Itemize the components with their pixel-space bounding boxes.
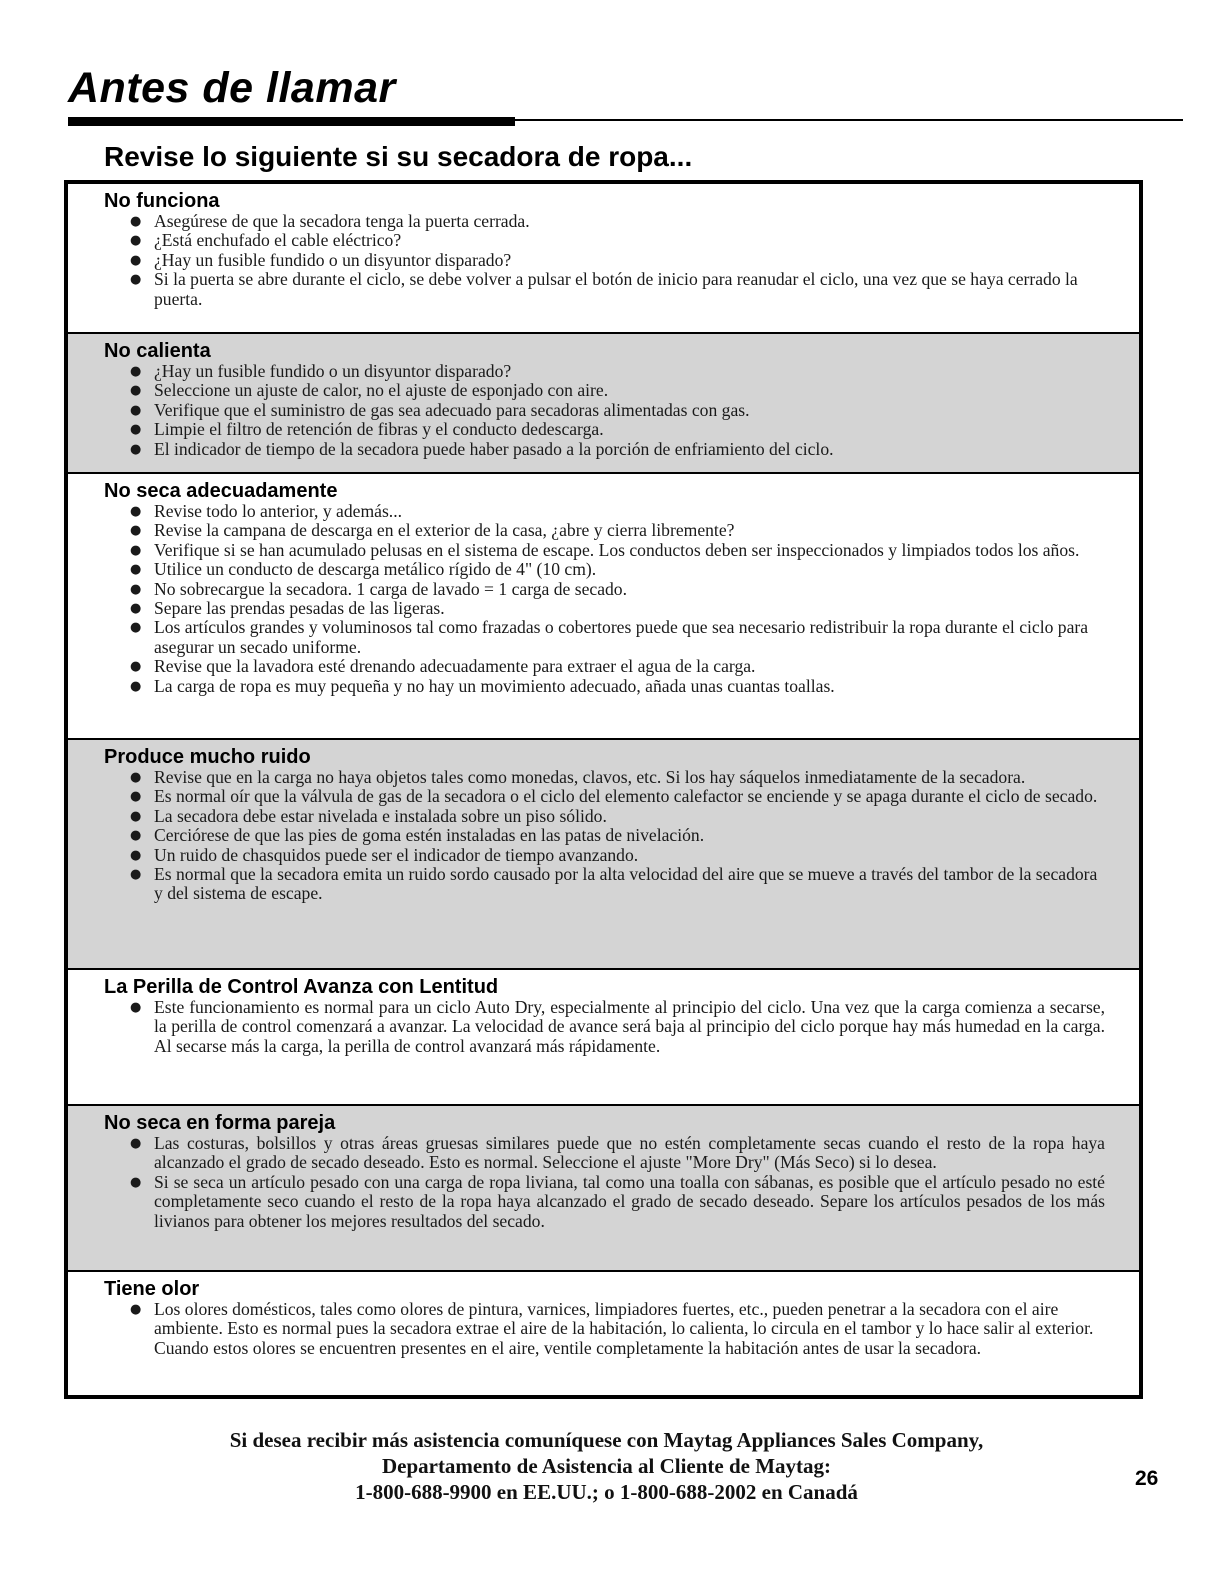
list-item: [130, 440, 1105, 459]
item-text: Los olores domésticos, tales como olores de pintura, varnices, limpiadores fuertes, etc., pueden penetrar a la secadora con el aire ambiente. Esto es normal pues la secadora extrae el aire de la habitación, lo calienta, lo circula en el tambor y lo hace salir al exterior. Cuando estos olores se encuentren presentes en el aire, ventile completamente la habitación antes de usar la secadora.: [154, 1299, 1094, 1358]
list-item: [130, 502, 1105, 521]
bullet-icon: ●: [130, 504, 142, 519]
list-item: [130, 599, 1105, 618]
item-text: Si la puerta se abre durante el ciclo, se debe volver a pulsar el botón de inicio para reanudar el ciclo, una vez que se haya cerrado la puerta.: [154, 269, 1078, 309]
bullet-icon: ●: [130, 252, 142, 268]
bullet-icon: ●: [130, 364, 142, 379]
section-produce-mucho-ruido: [68, 738, 1139, 968]
item-text: Asegúrese de que la secadora tenga la puerta cerrada.: [154, 211, 530, 231]
list-item: [130, 657, 1105, 676]
section-no-funciona: [68, 184, 1139, 332]
footer-line-2: Departamento de Asistencia al Cliente de Maytag:: [381, 1454, 832, 1478]
bullet-icon: ●: [130, 601, 142, 617]
list-item: [130, 381, 1105, 400]
item-text: Un ruido de chasquidos puede ser el indicador de tiempo avanzando.: [154, 844, 639, 865]
item-text: Seleccione un ajuste de calor, no el ajuste de esponjado con aire.: [154, 380, 609, 401]
item-text: Si se seca un artículo pesado con una carga de ropa liviana, tal como una toalla con sábanas, es posible que el artículo pesado no esté completamente seco cuando el resto de la ropa haya alcanzado el grado de secado deseado. Separe los artículos pesados de los más livianos para obtener los mejores resultados del secado.: [154, 1171, 1105, 1231]
bullet-icon: ●: [130, 770, 142, 785]
item-text: Separe las prendas pesadas de las ligeras.: [154, 598, 445, 619]
bullet-icon: ●: [130, 659, 142, 675]
bullet-icon: ●: [130, 422, 142, 438]
list-item: [130, 541, 1105, 560]
bullet-icon: ●: [130, 789, 142, 805]
list-item: [130, 998, 1105, 1056]
list-item: [130, 1134, 1105, 1173]
section-heading: No funciona: [104, 190, 220, 212]
bullet-icon: ●: [130, 562, 142, 578]
bullet-icon: ●: [130, 542, 142, 558]
title-rule-thin: [515, 119, 1183, 121]
list-item: [130, 768, 1105, 787]
list-item: [130, 212, 1105, 231]
item-text: Las costuras, bolsillos y otras áreas gruesas similares puede que no estén completamente secas cuando el resto de la ropa haya alcanzado el grado de secado deseado. Esto es normal. Seleccione el ajuste "More Dry" (Más Seco) si lo desea.: [154, 1133, 1105, 1173]
item-text: La carga de ropa es muy pequeña y no hay un movimiento adecuado, añada unas cuantas toallas.: [154, 675, 835, 696]
bullet-icon: ●: [130, 867, 142, 883]
footer-line-3: 1-800-688-9900 en EE.UU.; o 1-800-688-2002 en Canadá: [355, 1480, 858, 1504]
bullet-icon: ●: [130, 678, 142, 694]
bullet-icon: ●: [130, 808, 142, 824]
list-item: [130, 580, 1105, 599]
item-text: Revise la campana de descarga en el exterior de la casa, ¿abre y cierra libremente?: [154, 520, 735, 541]
page-number: 26: [1135, 1467, 1159, 1490]
footer-line-1: Si desea recibir más asistencia comuníquese con Maytag Appliances Sales Company,: [229, 1428, 984, 1452]
item-text: Este funcionamiento es normal para un ciclo Auto Dry, especialmente al principio del ciclo. Una vez que la carga comienza a secarse, la perilla de control comenzará a avanzar. La velocidad de avance será baja al principio del ciclo porque hay más humedad en la carga. Al secarse más la carga, la perilla de control avanzará más rápidamente.: [154, 997, 1105, 1056]
bullet-icon: ●: [130, 402, 142, 418]
bullet-icon: ●: [130, 214, 142, 229]
bullet-icon: ●: [130, 233, 142, 249]
list-item: [130, 560, 1105, 579]
item-list: [104, 362, 1105, 459]
item-text: Es normal oír que la válvula de gas de la secadora o el ciclo del elemento calefactor se enciende y se apaga durante el ciclo de secado.: [154, 786, 1098, 807]
item-list: [104, 768, 1105, 904]
bullet-icon: ●: [130, 620, 142, 636]
section-heading: La Perilla de Control Avanza con Lentitud: [104, 976, 499, 998]
list-item: [130, 846, 1105, 865]
bullet-icon: ●: [130, 1136, 142, 1151]
section-perilla-control: [68, 968, 1139, 1104]
list-item: [130, 270, 1105, 309]
item-list: [104, 1134, 1105, 1231]
item-text: Verifique si se han acumulado pelusas en el sistema de escape. Los conductos deben ser inspeccionados y limpiados todos los años.: [154, 539, 1080, 560]
bullet-icon: ●: [130, 1174, 142, 1190]
item-list: [104, 212, 1105, 309]
bullet-icon: ●: [130, 523, 142, 539]
troubleshooting-box: [64, 180, 1143, 1399]
item-list: [104, 998, 1105, 1056]
title-rule-thick: [68, 117, 515, 126]
item-text: No sobrecargue la secadora. 1 carga de lavado = 1 carga de secado.: [154, 578, 628, 599]
item-text: La secadora debe estar nivelada e instalada sobre un piso sólido.: [154, 805, 607, 826]
item-text: Revise que en la carga no haya objetos tales como monedas, clavos, etc. Si los hay sáquelos inmediatamente de la secadora.: [154, 767, 1026, 787]
bullet-icon: ●: [130, 581, 142, 597]
item-text: Verifique que el suministro de gas sea adecuado para secadoras alimentadas con gas.: [154, 399, 750, 420]
item-text: Limpie el filtro de retención de fibras y el conducto dedescarga.: [154, 419, 604, 440]
section-heading: No seca adecuadamente: [104, 480, 338, 502]
bullet-icon: ●: [130, 441, 142, 457]
section-heading: No calienta: [104, 340, 211, 362]
list-item: [130, 807, 1105, 826]
list-item: [130, 231, 1105, 250]
list-item: [130, 420, 1105, 439]
section-heading: No seca en forma pareja: [104, 1112, 336, 1134]
bullet-icon: ●: [130, 1000, 142, 1015]
page-title: Antes de llamar: [68, 64, 396, 112]
list-item: [130, 1300, 1105, 1358]
section-no-seca-adecuadamente: [68, 472, 1139, 738]
item-text: Cerciórese de que las pies de goma estén instaladas en las patas de nivelación.: [154, 825, 705, 846]
bullet-icon: ●: [130, 847, 142, 863]
list-item: [130, 618, 1105, 657]
item-text: Revise todo lo anterior, y además...: [154, 501, 402, 521]
list-item: [130, 251, 1105, 270]
item-text: ¿Hay un fusible fundido o un disyuntor disparado?: [154, 361, 512, 381]
item-text: Revise que la lavadora esté drenando adecuadamente para extraer el agua de la carga.: [154, 656, 756, 677]
item-text: El indicador de tiempo de la secadora puede haber pasado a la porción de enfriamiento del ciclo.: [154, 438, 834, 459]
section-no-seca-pareja: [68, 1104, 1139, 1270]
bullet-icon: ●: [130, 383, 142, 399]
list-item: [130, 677, 1105, 696]
item-text: ¿Hay un fusible fundido o un disyuntor disparado?: [154, 249, 512, 270]
list-item: [130, 521, 1105, 540]
list-item: [130, 826, 1105, 845]
item-list: [104, 1300, 1105, 1358]
item-text: ¿Está enchufado el cable eléctrico?: [154, 230, 402, 251]
section-heading: Produce mucho ruido: [104, 746, 311, 768]
list-item: [130, 362, 1105, 381]
item-list: [104, 502, 1105, 696]
bullet-icon: ●: [130, 1302, 142, 1317]
section-heading: Tiene olor: [104, 1278, 200, 1300]
page-subtitle: Revise lo siguiente si su secadora de ropa...: [104, 141, 693, 172]
item-text: Los artículos grandes y voluminosos tal como frazadas o cobertores puede que sea necesario redistribuir la ropa durante el ciclo para asegurar un secado uniforme.: [154, 617, 1089, 657]
list-item: [130, 865, 1105, 904]
bullet-icon: ●: [130, 828, 142, 844]
section-tiene-olor: [68, 1270, 1139, 1395]
list-item: [130, 787, 1105, 806]
item-text: Utilice un conducto de descarga metálico rígido de 4" (10 cm).: [154, 559, 597, 580]
bullet-icon: ●: [130, 272, 142, 288]
list-item: [130, 401, 1105, 420]
item-text: Es normal que la secadora emita un ruido sordo causado por la alta velocidad del aire que se mueve a través del tambor de la secadora y del sistema de escape.: [154, 864, 1098, 904]
section-no-calienta: [68, 332, 1139, 472]
list-item: [130, 1173, 1105, 1231]
